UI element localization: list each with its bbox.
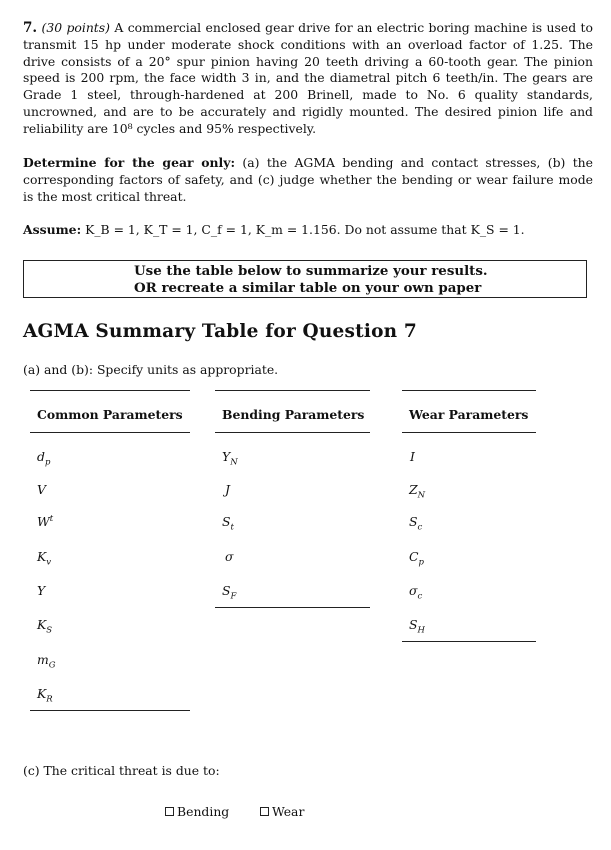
common-top-rule <box>30 390 190 391</box>
common-header: Common Parameters <box>37 407 183 422</box>
param-kr: $K_R$ <box>37 686 53 705</box>
param-cp: $C_p$ <box>409 549 424 568</box>
wear-header: Wear Parameters <box>409 407 529 422</box>
param-st: $S_t$ <box>222 514 234 533</box>
summary-subtitle: (a) and (b): Specify units as appropriate. <box>23 362 279 377</box>
common-mid-rule <box>30 432 190 433</box>
param-dp: $d_p$ <box>37 449 51 468</box>
bending-bottom-rule <box>215 607 370 608</box>
critical-prompt: (c) The critical threat is due to: <box>23 763 220 778</box>
bending-header: Bending Parameters <box>222 407 365 422</box>
problem-text: A commercial enclosed gear drive for an electric boring machine is used to transmit 15 hp under moderate shock conditions with an overload factor of 1.25. The drive consists of a 20° spur pinion having 20 teeth driving a 60-tooth gear. The pinion speed is 200 rpm, the face width 3 in, and the diametral pitch 6 teeth/in. The gears are Grade 1 steel, through-hardened at 200 Brinell, made to No. 6 quality standards, uncrowned, and are to be accurately and rigidly mounted. The desired pinion life and reliability are 10⁸ cycles and 95% respectively. <box>23 20 593 136</box>
instruction-box <box>23 260 587 298</box>
summary-title: AGMA Summary Table for Question 7 <box>23 321 417 342</box>
param-sf: $S_F$ <box>222 583 237 602</box>
assume-text: K_B = 1, K_T = 1, C_f = 1, K_m = 1.156. Do not assume that K_S = 1. <box>85 222 525 237</box>
determine-lead: Determine for the gear only: <box>23 155 236 170</box>
wear-option-label: Wear <box>272 804 305 819</box>
param-zn: $Z_N$ <box>409 482 426 501</box>
question-number: 7. <box>23 20 38 36</box>
assume-statement <box>23 222 593 239</box>
determine-text: (a) the AGMA bending and contact stresses, (b) the corresponding factors of safety, and (c) judge whether the bending or wear failure mode is the most critical threat. <box>23 155 593 204</box>
param-mg: $m_G$ <box>37 652 56 671</box>
param-sc: $S_c$ <box>409 514 423 533</box>
param-yn: $Y_N$ <box>222 449 238 468</box>
question-points: (30 points) <box>41 20 110 35</box>
param-sh: $S_H$ <box>409 617 425 636</box>
param-sigma: σ <box>225 549 234 564</box>
bending-mid-rule <box>215 432 370 433</box>
param-v: V <box>37 482 46 497</box>
param-i: I <box>410 449 415 464</box>
problem-statement <box>23 20 593 138</box>
param-y: Y <box>37 583 46 598</box>
bending-checkbox[interactable] <box>165 807 174 816</box>
wear-option[interactable] <box>260 804 304 819</box>
bending-option[interactable] <box>165 804 229 819</box>
wear-mid-rule <box>402 432 536 433</box>
assume-lead: Assume: <box>23 222 82 237</box>
param-sigma-c: $\sigma_c$ <box>409 583 423 602</box>
wear-top-rule <box>402 390 536 391</box>
param-wt: $W^t$ <box>37 514 54 530</box>
bending-option-label: Bending <box>177 804 230 819</box>
instruction-line-1: Use the table below to summarize your results. <box>134 263 488 279</box>
bending-top-rule <box>215 390 370 391</box>
determine-statement <box>23 155 593 205</box>
wear-checkbox[interactable] <box>260 807 269 816</box>
param-j: J <box>225 482 230 497</box>
param-kv: $K_v$ <box>37 549 52 568</box>
instruction-line-2: OR recreate a similar table on your own paper <box>134 280 482 296</box>
param-ks: $K_S$ <box>37 617 53 636</box>
wear-bottom-rule <box>402 641 536 642</box>
common-bottom-rule <box>30 710 190 711</box>
